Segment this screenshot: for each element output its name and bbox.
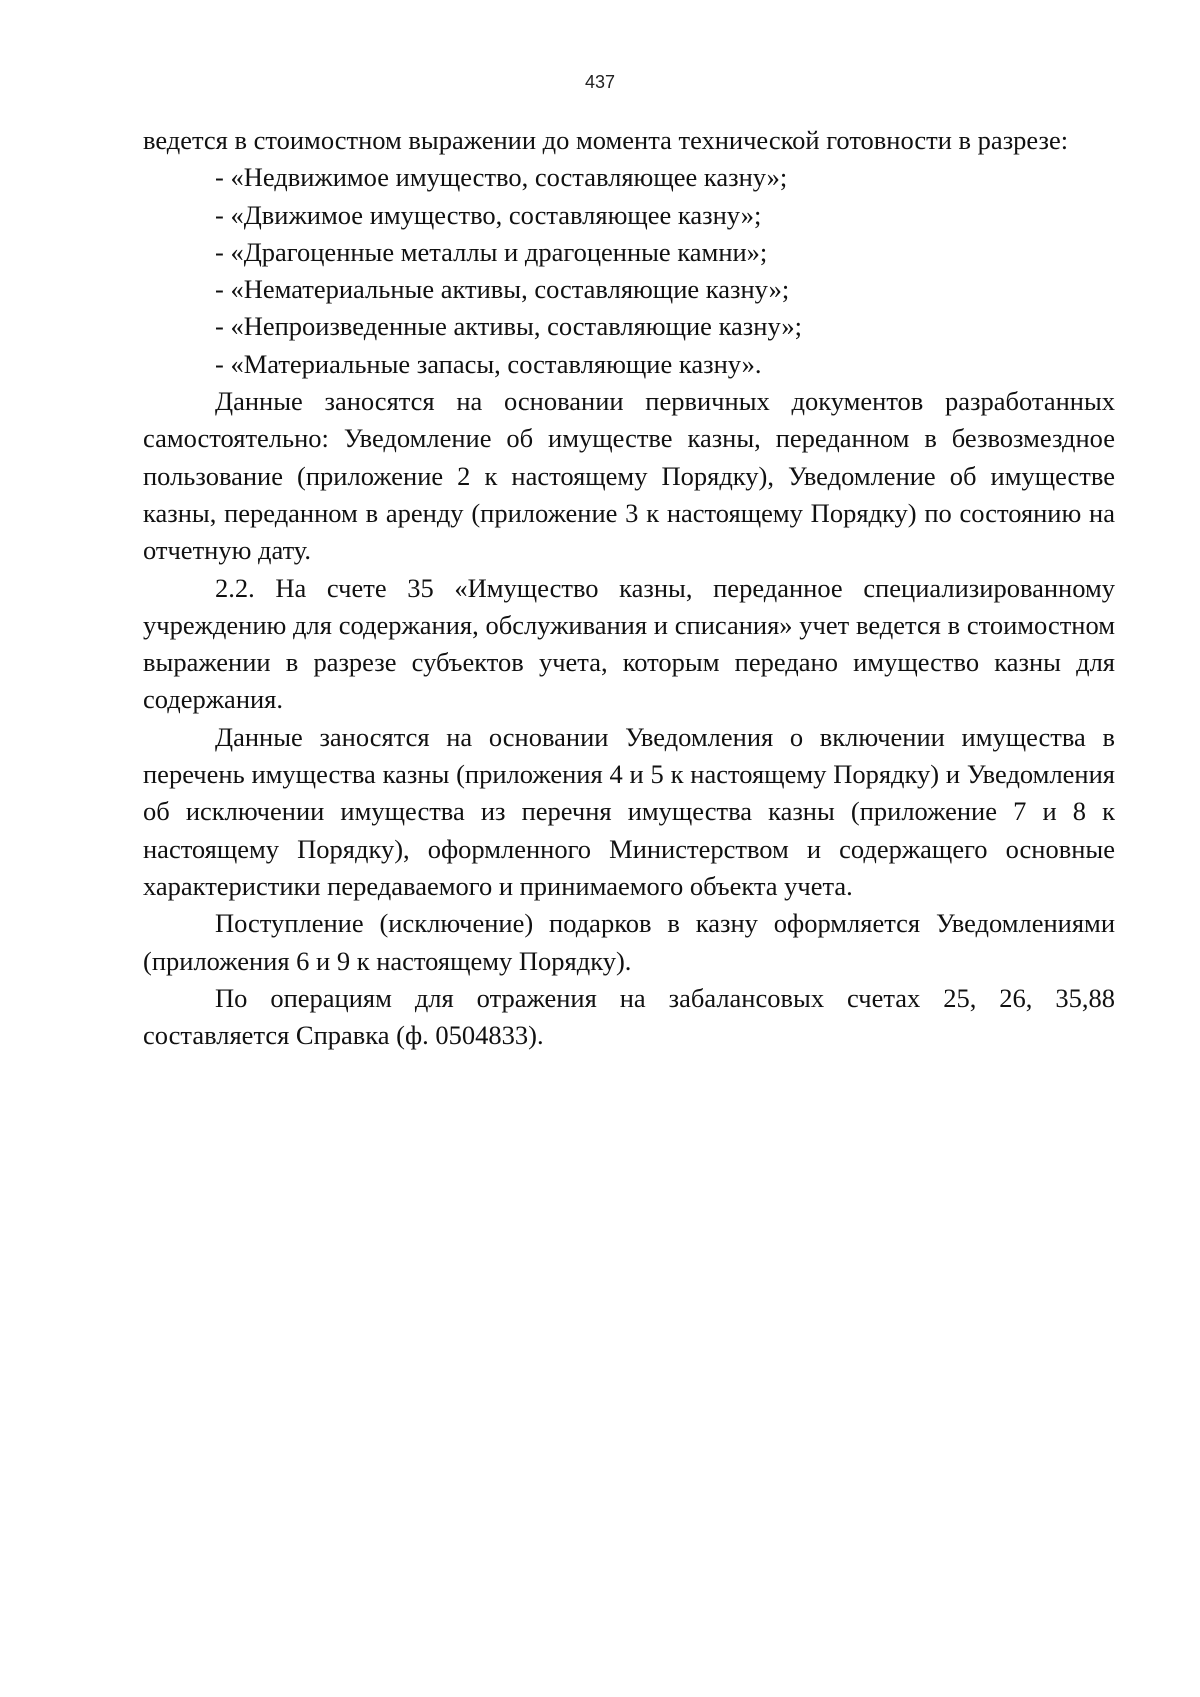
list-item: - «Материальные запасы, составляющие казну». [215,348,762,379]
list-item: - «Движимое имущество, составляющее казну»; [215,199,762,230]
list-item: - «Нематериальные активы, составляющие казну»; [215,274,790,305]
list-item: - «Непроизведенные активы, составляющие казну»; [215,311,802,342]
document-body [143,122,1115,1054]
list-item: - «Недвижимое имущество, составляющее казну»; [215,162,788,193]
page-number: 437 [584,72,616,92]
paragraph-primary-documents: Данные заносятся на основании первичных документов разработанных самостоятельно: Уведомление об имуществе казны, переданном в безвозмездное пользование (приложение 2 к настоящему Порядку), Уведомление об имуществе казны, переданном в аренду (приложение 3 к настоящему Порядку) по состоянию на отчетную дату. [143,386,1115,566]
paragraph-off-balance: По операциям для отражения на забалансовых счетах 25, 26, 35,88 составляется Справка (ф. 0504833). [143,982,1115,1051]
paragraph-gifts: Поступление (исключение) подарков в казну оформляется Уведомлениями (приложения 6 и 9 к настоящему Порядку). [143,908,1115,976]
list-item: - «Драгоценные металлы и драгоценные камни»; [215,236,768,267]
paragraph-account-35: 2.2. На счете 35 «Имущество казны, переданное специализированному учреждению для содержания, обслуживания и списания» учет ведется в стоимостном выражении в разрезе субъектов учета, которым передано имущество казны для содержания. [143,572,1115,715]
paragraph-intro: ведется в стоимостном выражении до момента технической готовности в разрезе: [143,125,1069,155]
paragraph-notifications: Данные заносятся на основании Уведомления о включении имущества в перечень имущества казны (приложения 4 и 5 к настоящему Порядку) и Уведомления об исключении имущества из перечня имущества казны (приложение 7 и 8 к настоящему Порядку), оформленного Министерством и содержащего основные характеристики передаваемого и принимаемого объекта учета. [143,721,1115,901]
